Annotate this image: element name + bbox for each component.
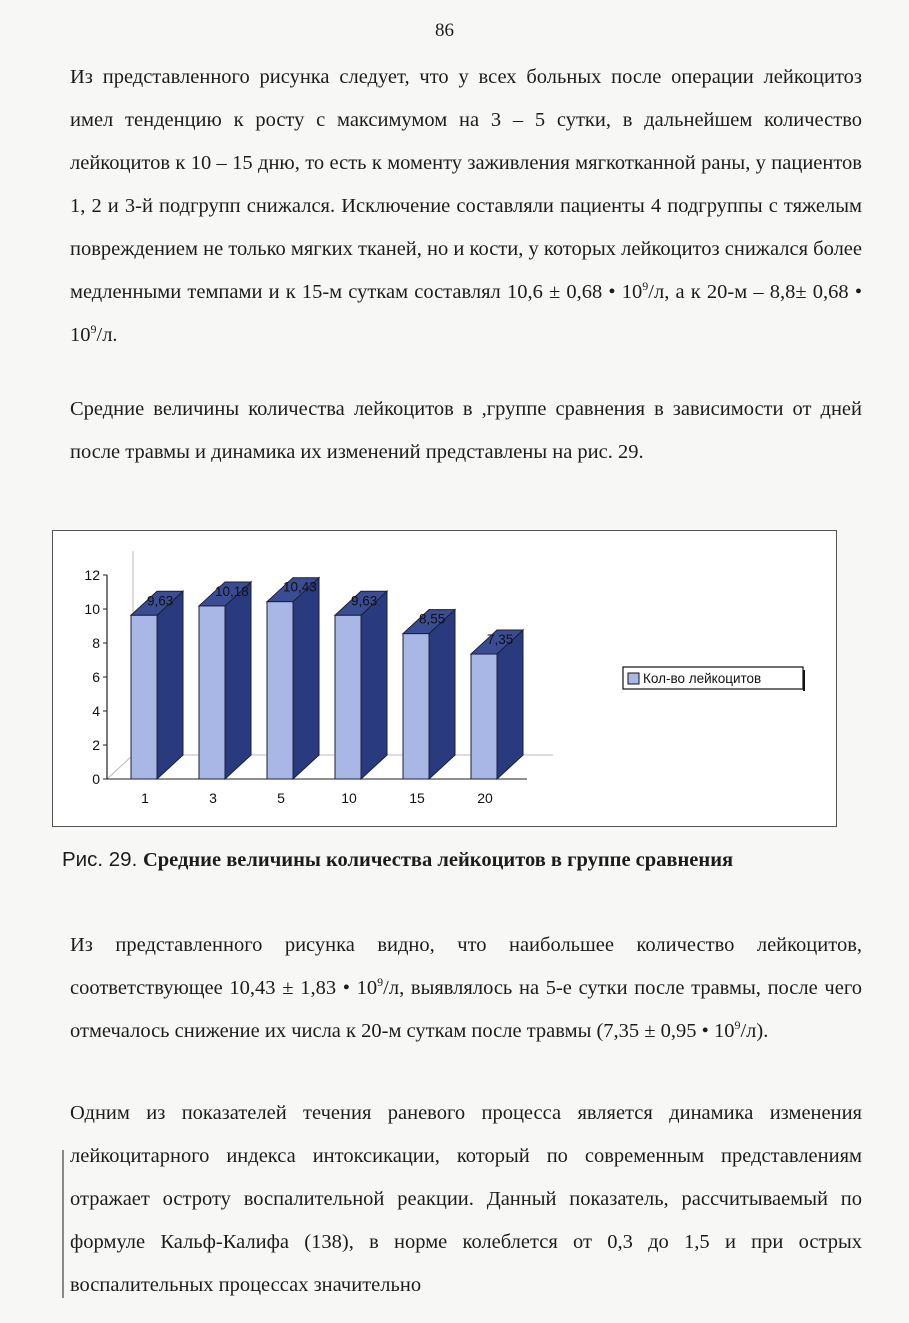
paragraph-1 — [70, 56, 862, 357]
data-label: 8,55 — [419, 611, 446, 627]
paragraph-1-text-end: /л. — [96, 324, 118, 346]
x-tick-label: 1 — [141, 790, 149, 806]
x-tick-label: 3 — [209, 790, 217, 806]
superscript: 9 — [734, 1018, 741, 1033]
bar-side — [225, 582, 251, 779]
x-tick-label: 15 — [409, 790, 425, 806]
paragraph-2-text: Средние величины количества лейкоцитов в ,группе сравнения в зависимости от дней после травмы и динамика их изменений представлены на рис. 29. — [70, 398, 862, 463]
y-tick-label: 0 — [92, 771, 100, 787]
superscript: 9 — [377, 975, 384, 990]
page-number: 86 — [435, 20, 454, 41]
y-tick-label: 2 — [92, 737, 100, 753]
paragraph-3-text-a: Из представленного рисунка видно, что наибольшее количество лейкоцитов, соответствующее 10,43 ± 1,83 • 10 — [70, 934, 862, 999]
y-tick-label: 12 — [84, 567, 100, 583]
bar-side — [293, 578, 319, 779]
x-tick-label: 10 — [341, 790, 357, 806]
legend-swatch — [628, 673, 639, 684]
y-tick-label: 4 — [92, 703, 100, 719]
data-label: 7,35 — [487, 632, 514, 648]
paragraph-3-text-b: /л, выявлялось на 5-е сутки после травмы, после чего отмечалось снижение их числа к 20-м суткам после травмы (7,35 ± 0,95 • 10 — [70, 977, 862, 1042]
paragraph-1-text-mid: /л, а к 20-м – 8,8± 0,68 • 10 — [70, 281, 862, 346]
data-label: 10,43 — [283, 579, 317, 595]
figure-caption — [62, 848, 862, 872]
margin-mark — [62, 1150, 64, 1298]
data-label: 9,63 — [351, 593, 378, 609]
paragraph-4-text: Одним из показателей течения раневого процесса является динамика изменения лейкоцитарного индекса интоксикации, который по современным представлениям отражает остроту воспалительной реакции. Данный показатель, рассчитываемый по формуле Кальф-Калифа (138), в норме колеблется от 0,3 до 1,5 и при острых воспалительных процессах значительно — [70, 1102, 862, 1296]
paragraph-2 — [70, 388, 862, 474]
paragraph-4 — [70, 1092, 862, 1307]
caption-title: Средние величины количества лейкоцитов в группе сравнения — [142, 849, 734, 871]
bar-side — [157, 591, 183, 779]
y-tick-label: 10 — [84, 601, 100, 617]
x-tick-label: 20 — [477, 790, 493, 806]
bar — [199, 606, 225, 779]
superscript: 9 — [90, 322, 97, 337]
paragraph-3 — [70, 924, 862, 1053]
y-tick-label: 8 — [92, 635, 100, 651]
x-tick-label: 5 — [277, 790, 285, 806]
y-tick-label: 6 — [92, 669, 100, 685]
chart-frame — [52, 530, 837, 827]
bar-side — [429, 610, 455, 779]
bar — [403, 634, 429, 779]
data-label: 10,18 — [215, 583, 249, 599]
paragraph-1-text: Из представленного рисунка следует, что у всех больных после операции лейкоцитоз имел тенденцию к росту с максимумом на 3 – 5 сутки, в дальнейшем количество лейкоцитов к 10 – 15 дню, то есть к моменту заживления мягкотканной раны, у пациентов 1, 2 и 3-й подгрупп снижался. Исключение составляли пациенты 4 подгруппы с тяжелым повреждением не только мягких тканей, но и кости, у которых лейкоцитоз снижался более медленными темпами и к 15-м суткам составлял 10,6 ± 0,68 • 10 — [70, 66, 862, 303]
bar-side — [361, 591, 387, 779]
superscript: 9 — [642, 279, 649, 294]
legend-label: Кол-во лейкоцитов — [643, 671, 762, 686]
bar-chart — [53, 531, 835, 825]
caption-lead: Рис. 29. — [62, 848, 143, 871]
bar-side — [497, 630, 523, 779]
data-label: 9,63 — [147, 593, 174, 609]
bar — [131, 615, 157, 779]
bar — [335, 615, 361, 779]
paragraph-3-text-c: /л). — [740, 1020, 769, 1042]
bar — [471, 654, 497, 779]
bar — [267, 602, 293, 779]
